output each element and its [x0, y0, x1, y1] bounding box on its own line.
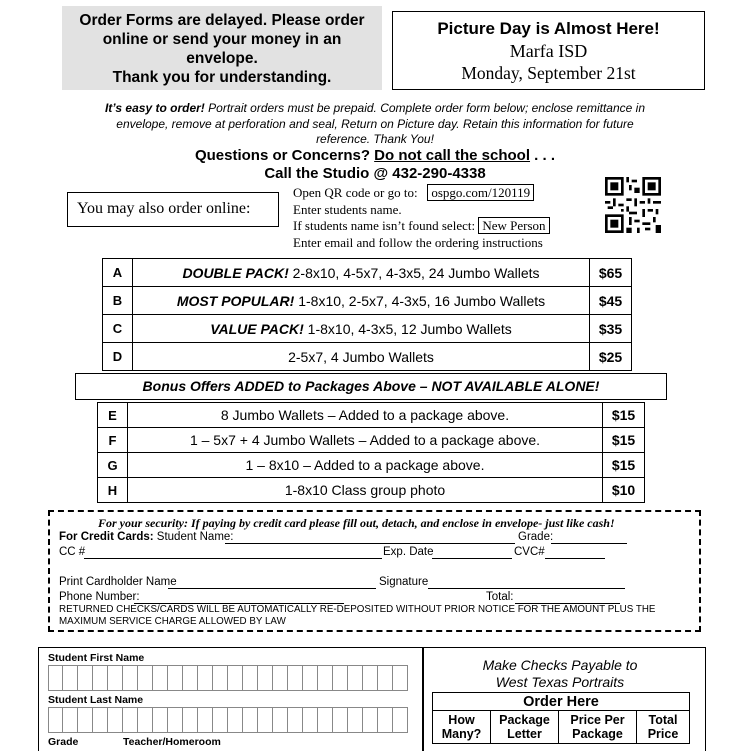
notice-line-2: online or send your money in an [102, 31, 342, 48]
package-letter: D [103, 343, 133, 371]
checks-line-2: West Texas Portraits [495, 674, 625, 690]
cardholder-field[interactable] [168, 588, 376, 589]
package-name: DOUBLE PACK! [182, 264, 289, 281]
new-person-option: New Person [478, 217, 549, 234]
delay-notice [62, 6, 382, 90]
bonus-row-f [98, 428, 645, 453]
package-price: $25 [590, 343, 632, 371]
order-table [432, 692, 690, 744]
step3-text: If students name isn’t found select: [293, 218, 476, 234]
step2-text: Enter students name. [293, 201, 402, 217]
package-description [133, 315, 590, 343]
do-not-call: Do not call the school [374, 147, 531, 164]
cc-grade-field[interactable] [551, 543, 627, 544]
bonus-letter: E [98, 403, 128, 428]
questions-suffix: . . . [530, 147, 556, 164]
last-name-label: Student Last Name [48, 694, 144, 706]
package-contents: 1-8x10, 2-5x7, 4-3x5, 16 Jumbo Wallets [298, 292, 546, 309]
bonus-letter: F [98, 428, 128, 453]
total-label: Total: [486, 591, 514, 603]
notice-line-3: envelope. [186, 50, 258, 67]
student-name-label: Student Name: [156, 531, 234, 543]
package-price: $45 [590, 287, 632, 315]
package-row-d [103, 343, 632, 371]
last-name-input[interactable] [48, 707, 408, 733]
call-studio: Call the Studio @ 432-290-4338 [264, 165, 486, 182]
picture-day-title: Picture Day is Almost Here! [437, 19, 660, 38]
bonus-offers-heading: Bonus Offers ADDED to Packages Above – NOT AVAILABLE ALONE! [75, 373, 667, 400]
qr-code-icon[interactable] [605, 177, 661, 233]
online-order-box [67, 192, 279, 227]
online-box-label: You may also order online: [77, 200, 251, 217]
signature-label: Signature [379, 576, 429, 588]
package-description [133, 287, 590, 315]
bonus-contents: 8 Jumbo Wallets – Added to a package above. [128, 403, 603, 428]
intro-text: Portrait orders must be prepaid. Complete order form below; enclose remittance in envelope, remove at perforation and seal, Return on Picture day. Retain this information for future reference. Thank You! [116, 101, 646, 146]
cc-number-label: CC # [59, 546, 86, 558]
order-here-title: Order Here [433, 693, 690, 711]
bonus-row-h [98, 478, 645, 503]
package-description [133, 343, 590, 371]
package-price: $65 [590, 259, 632, 287]
first-name-input[interactable] [48, 665, 408, 691]
bonus-price: $10 [603, 478, 645, 503]
teacher-label: Teacher/Homeroom [123, 736, 221, 748]
col-how-many: How Many? [433, 711, 491, 744]
col-package-letter: Package Letter [491, 711, 559, 744]
security-note: For your security: If paying by credit card please fill out, detach, and enclose in envelope- just like cash! [98, 516, 615, 530]
package-table [102, 258, 632, 371]
first-name-label: Student First Name [48, 652, 145, 664]
bonus-contents: 1-8x10 Class group photo [128, 478, 603, 503]
notice-line-4: Thank you for understanding. [112, 69, 332, 86]
bonus-row-e [98, 403, 645, 428]
cc-grade-label: Grade: [518, 531, 554, 543]
checks-payable [430, 657, 690, 691]
notice-line-1: Order Forms are delayed. Please order [79, 12, 365, 29]
intro-lead: It’s easy to order! [104, 101, 205, 115]
col-price-per-package: Price Per Package [559, 711, 637, 744]
step1-text: Open QR code or go to: [293, 185, 418, 200]
cvc-label: CVC# [514, 546, 545, 558]
returned-checks-note: RETURNED CHECKS/CARDS WILL BE AUTOMATICALLY RE-DEPOSITED WITHOUT PRIOR NOTICE FOR THE AMOUNT PLUS THE MAXIMUM SERVICE CHARGE ALLOWED BY LAW [59, 604, 656, 627]
picture-day-date: Monday, September 21st [461, 63, 636, 83]
bonus-row-g [98, 453, 645, 478]
picture-day-box [392, 11, 705, 90]
package-contents: 2-5x7, 4 Jumbo Wallets [288, 348, 434, 365]
package-name: MOST POPULAR! [176, 292, 295, 309]
online-steps [293, 185, 593, 251]
cc-student-line [59, 531, 234, 543]
package-row-a [103, 259, 632, 287]
bonus-price: $15 [603, 403, 645, 428]
package-description [133, 259, 590, 287]
for-credit-cards-label: For Credit Cards: [59, 531, 154, 543]
bonus-contents: 1 – 5x7 + 4 Jumbo Wallets – Added to a package above. [128, 428, 603, 453]
questions-prefix: Questions or Concerns? [194, 147, 370, 164]
bonus-table [97, 402, 645, 503]
cvc-field[interactable] [545, 558, 605, 559]
package-row-c [103, 315, 632, 343]
cardholder-label: Print Cardholder Name [59, 576, 177, 588]
bonus-price: $15 [603, 453, 645, 478]
step4-text: Enter email and follow the ordering instructions [293, 234, 543, 250]
package-name: VALUE PACK! [210, 320, 304, 337]
package-contents: 1-8x10, 4-3x5, 12 Jumbo Wallets [307, 320, 512, 337]
intro-paragraph [100, 101, 650, 148]
questions-block [100, 147, 650, 183]
bonus-letter: G [98, 453, 128, 478]
package-letter: C [103, 315, 133, 343]
order-link[interactable]: ospgo.com/120119 [427, 184, 534, 201]
bonus-price: $15 [603, 428, 645, 453]
package-row-b [103, 287, 632, 315]
bonus-letter: H [98, 478, 128, 503]
cc-number-field[interactable] [84, 558, 382, 559]
bonus-contents: 1 – 8x10 – Added to a package above. [128, 453, 603, 478]
student-name-field[interactable] [225, 543, 515, 544]
package-letter: A [103, 259, 133, 287]
exp-date-field[interactable] [432, 558, 512, 559]
checks-line-1: Make Checks Payable to [482, 657, 638, 673]
exp-date-label: Exp. Date [383, 546, 434, 558]
student-info-form [38, 647, 423, 751]
package-letter: B [103, 287, 133, 315]
col-total-price: Total Price [637, 711, 690, 744]
phone-label: Phone Number: [59, 591, 140, 603]
signature-field[interactable] [428, 588, 625, 589]
district-name: Marfa ISD [509, 41, 588, 61]
package-contents: 2-8x10, 4-5x7, 4-3x5, 24 Jumbo Wallets [292, 264, 540, 281]
grade-label: Grade [48, 736, 79, 748]
package-price: $35 [590, 315, 632, 343]
